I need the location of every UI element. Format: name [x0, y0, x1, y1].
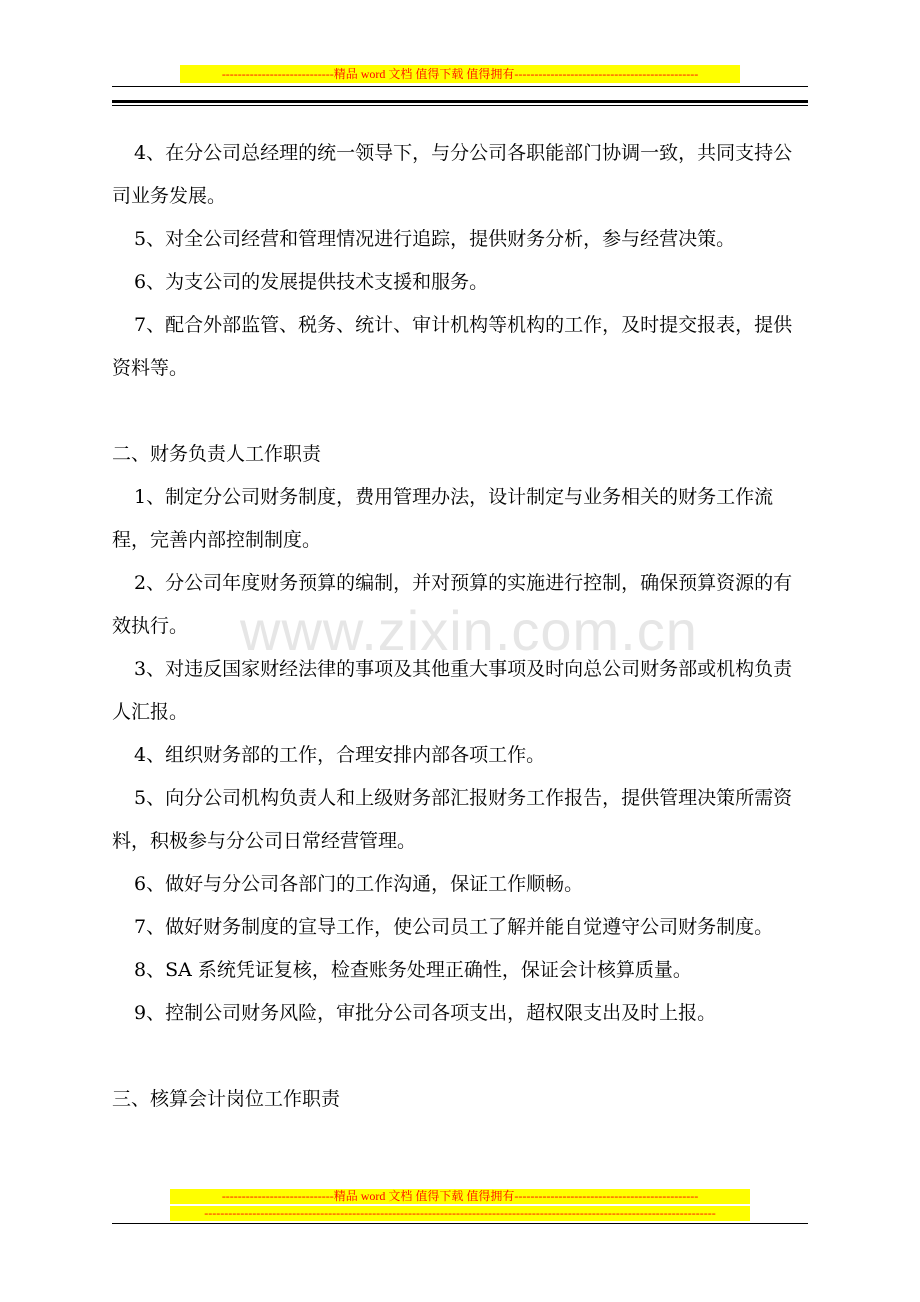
- header-rule-top: [112, 86, 808, 87]
- footer-banner: ----------------------------精品 word 文档 值得下载 值得拥有----------------------------------------------: [170, 1189, 750, 1204]
- paragraph: 4、在分公司总经理的统一领导下，与分公司各职能部门协调一致，共同支持公司业务发展。: [112, 142, 793, 207]
- paragraph: 2、分公司年度财务预算的编制，并对预算的实施进行控制，确保预算资源的有效执行。: [112, 572, 793, 637]
- header-rule-thick: [112, 100, 808, 103]
- section-heading: 三、核算会计岗位工作职责: [112, 1088, 341, 1110]
- document-body: [112, 132, 808, 1121]
- paragraph: 8、SA 系统凭证复核，检查账务处理正确性，保证会计核算质量。: [134, 959, 692, 981]
- header-banner: ----------------------------精品 word 文档 值得下载 值得拥有----------------------------------------------: [180, 65, 740, 83]
- paragraph: 6、做好与分公司各部门的工作沟通，保证工作顺畅。: [134, 873, 584, 895]
- paragraph: 4、组织财务部的工作，合理安排内部各项工作。: [134, 744, 546, 766]
- paragraph: 5、对全公司经营和管理情况进行追踪，提供财务分析，参与经营决策。: [134, 228, 736, 250]
- paragraph-gap: [112, 390, 808, 433]
- paragraph: 5、向分公司机构负责人和上级财务部汇报财务工作报告，提供管理决策所需资料，积极参与分公司日常经营管理。: [112, 787, 793, 852]
- paragraph-gap: [112, 1035, 808, 1078]
- footer-banner-dashes: --------------------------------------------------------------------------------------------------------------------------------: [170, 1206, 750, 1221]
- watermark: www.zixin.com.cn: [240, 599, 698, 662]
- paragraph: 9、控制公司财务风险，审批分公司各项支出，超权限支出及时上报。: [134, 1002, 717, 1024]
- paragraph: 6、为支公司的发展提供技术支援和服务。: [134, 271, 489, 293]
- paragraph: 7、配合外部监管、税务、统计、审计机构等机构的工作，及时提交报表，提供资料等。: [112, 314, 793, 379]
- paragraph: 3、对违反国家财经法律的事项及其他重大事项及时向总公司财务部或机构负责人汇报。: [112, 658, 793, 723]
- section-heading: 二、财务负责人工作职责: [112, 443, 322, 465]
- header-rule-thin: [112, 105, 808, 106]
- paragraph: 7、做好财务制度的宣导工作，使公司员工了解并能自觉遵守公司财务制度。: [134, 916, 774, 938]
- paragraph: 1、制定分公司财务制度，费用管理办法，设计制定与业务相关的财务工作流程，完善内部控制制度。: [112, 486, 774, 551]
- footer-rule: [112, 1223, 808, 1224]
